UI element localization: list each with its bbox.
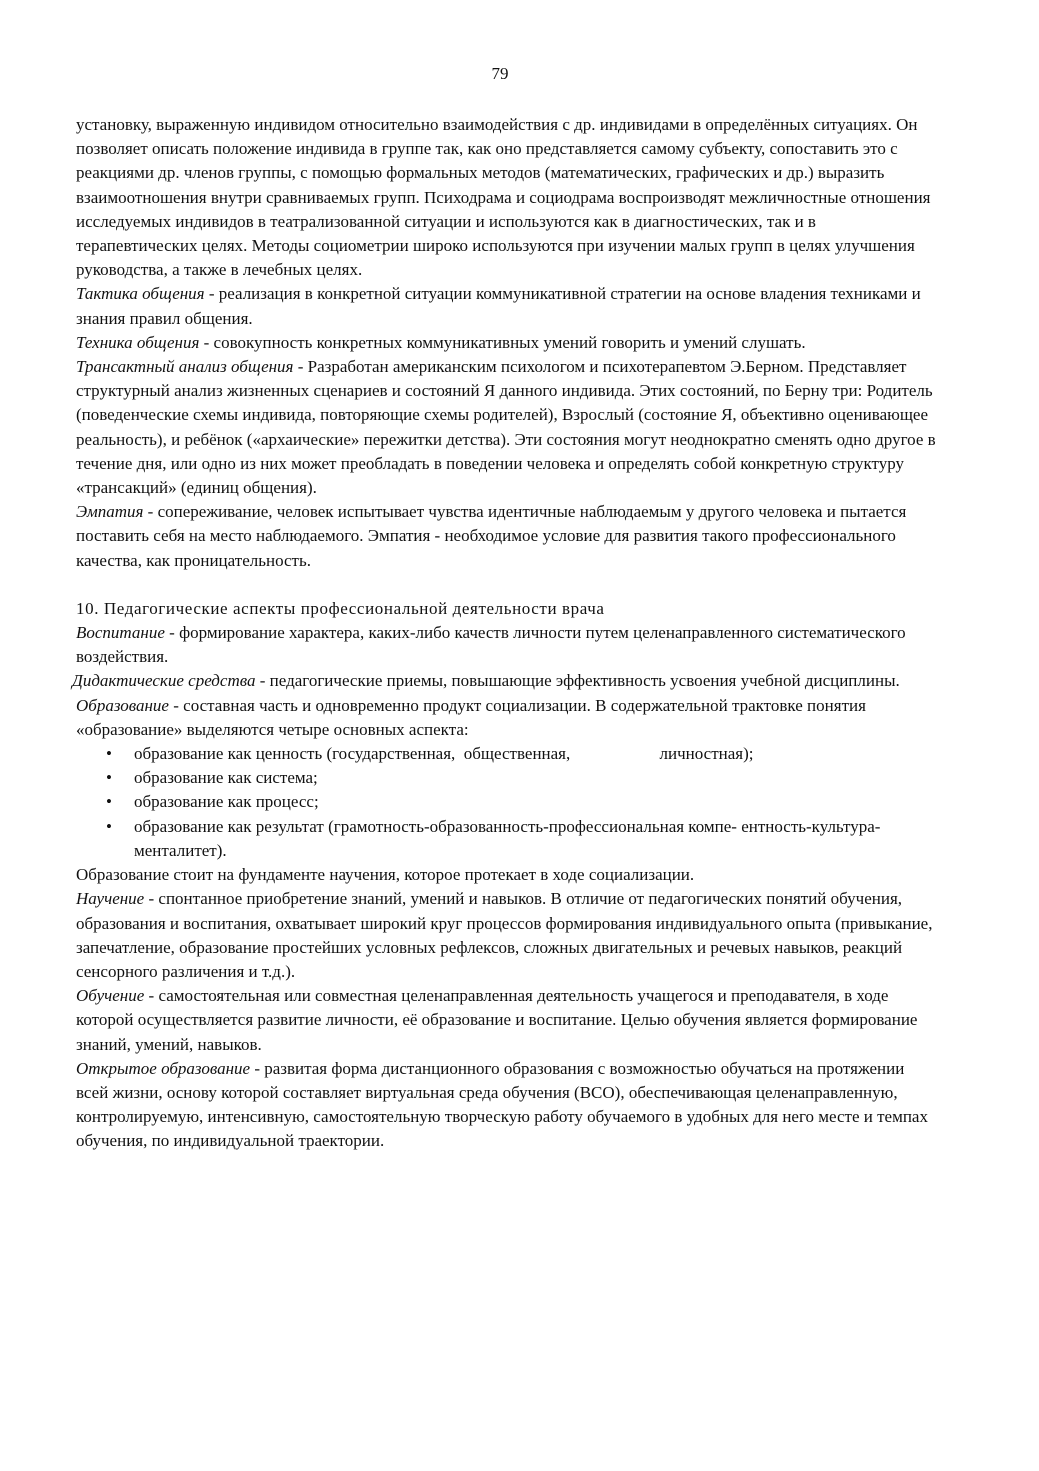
term-title: Техника общения (76, 332, 200, 352)
term-text: - спонтанное приобретение знаний, умений и навыков. В отличие от педагогических понятий обучения, образования и воспитания, охватывает широкий круг процессов формирования индивидуального опыта (привыкание, запечатление, образование простейших условных рефлексов, сложных двигательных и речевых навыков, реакций сенсорного различения и т.д.). (76, 889, 933, 981)
intro-paragraph: установку, выраженную индивидом относительно взаимодействия с др. индивидами в определённых ситуациях. Он позволяет описать положение индивида в группе так, как оно представляется самому субъекту, сопоставить это с реакциями др. членов группы, с помощью формальных методов (математических, графических и др.) выразить взаимоотношения внутри сравниваемых групп. Психодрама и социодрама воспроизводят межличностные отношения исследуемых индивидов в театрализованной ситуации и используются как в диагностических, так и в терапевтических целях. Методы социометрии широко используются при изучении малых групп в целях улучшения руководства, а также в лечебных целях. (76, 115, 931, 280)
bullet-icon: • (106, 768, 112, 788)
term-text: - формирование характера, каких-либо качеств личности путем целенаправленного систематического воздействия. (76, 623, 906, 667)
page-number: 79 (491, 64, 509, 83)
term-definition (76, 887, 936, 984)
term-text: - педагогические приемы, повышающие эффективность усвоения учебной дисциплины. (255, 671, 900, 691)
after-list-paragraph: Образование стоит на фундаменте научения, которое протекает в ходе социализации. (76, 865, 695, 885)
term-text: - развитая форма дистанционного образования с возможностью обучаться на протяжении всей жизни, основу которой составляет виртуальная среда обучения (ВСО), обеспечивающая целенаправленную, контролируемую, интенсивную, самостоятельную творческую работу обучаемого в удобных для него месте и темпах обучения, по индивидуальной траектории. (76, 1058, 928, 1151)
list-item (76, 790, 936, 814)
bullet-icon: • (106, 792, 112, 812)
term-definition (76, 984, 936, 1057)
spacer (76, 573, 936, 597)
term-definition (72, 669, 936, 693)
section-title: 10. Педагогические аспекты профессиональной деятельности врача (76, 598, 605, 618)
list-item-text: образование как процесс; (134, 792, 319, 812)
list-item (76, 815, 936, 863)
term-title: Тактика общения (76, 284, 205, 304)
list-item (76, 742, 936, 766)
term-text: - Разработан американским психологом и психотерапевтом Э.Берном. Представляет структурный анализ жизненных сценариев и состояний Я данного индивида. Этих состояний, по Берну три: Родитель (поведенческие схемы индивида, повторяющие схемы родителей), Взрослый (состояние Я, объективно оценивающее реальность), и ребёнок («архаические» пережитки детства). Эти состояния могут неоднократно сменять одно другое в течение дня, или одно из них может преобладать в поведении человека и определять собой конкретную структуру «трансакций» (единиц общения). (76, 357, 936, 498)
term-title: Образование (76, 695, 169, 715)
term-definition (76, 1057, 936, 1154)
term-definition (76, 500, 936, 573)
term-text: - сопереживание, человек испытывает чувства идентичные наблюдаемым у другого человека и пытается поставить себя на место наблюдаемого. Эмпатия - необходимое условие для развития такого профессионального качества, как проницательность. (76, 502, 907, 570)
list-item (76, 766, 936, 790)
education-aspects-list (76, 742, 936, 863)
bullet-icon: • (106, 744, 112, 764)
term-title: Научение (76, 889, 145, 909)
term-text: - самостоятельная или совместная целенаправленная деятельность учащегося и преподавателя, в ходе которой осуществляется развитие личности, её образование и воспитание. Целью обучения является формирование знаний, умений, навыков. (76, 986, 918, 1054)
bullet-icon: • (106, 816, 112, 836)
term-title: Дидактические средства (72, 671, 256, 691)
term-definition (76, 355, 936, 500)
term-title: Обучение (76, 986, 145, 1006)
term-title: Воспитание (76, 623, 165, 643)
term-title: Открытое образование (76, 1058, 251, 1078)
term-definition (76, 694, 936, 742)
term-definition (76, 331, 936, 355)
term-definition (76, 621, 936, 669)
list-item-text: образование как результат (грамотность-образованность-профессиональная компе- ентность-культура-менталитет). (134, 816, 881, 860)
term-text: - реализация в конкретной ситуации коммуникативной стратегии на основе владения техниками и знания правил общения. (76, 284, 921, 328)
list-item-text: образование как ценность (государственная, общественная, личностная); (134, 744, 754, 764)
term-text: - составная часть и одновременно продукт социализации. В содержательной трактовке понятия «образование» выделяются четыре основных аспекта: (76, 695, 866, 739)
term-title: Эмпатия (76, 502, 144, 522)
page-body (72, 113, 936, 1154)
term-definition (76, 282, 936, 330)
list-item-text: образование как система; (134, 768, 318, 788)
term-text: - совокупность конкретных коммуникативных умений говорить и умений слушать. (199, 332, 806, 352)
term-title: Трансактный анализ общения (76, 357, 294, 377)
